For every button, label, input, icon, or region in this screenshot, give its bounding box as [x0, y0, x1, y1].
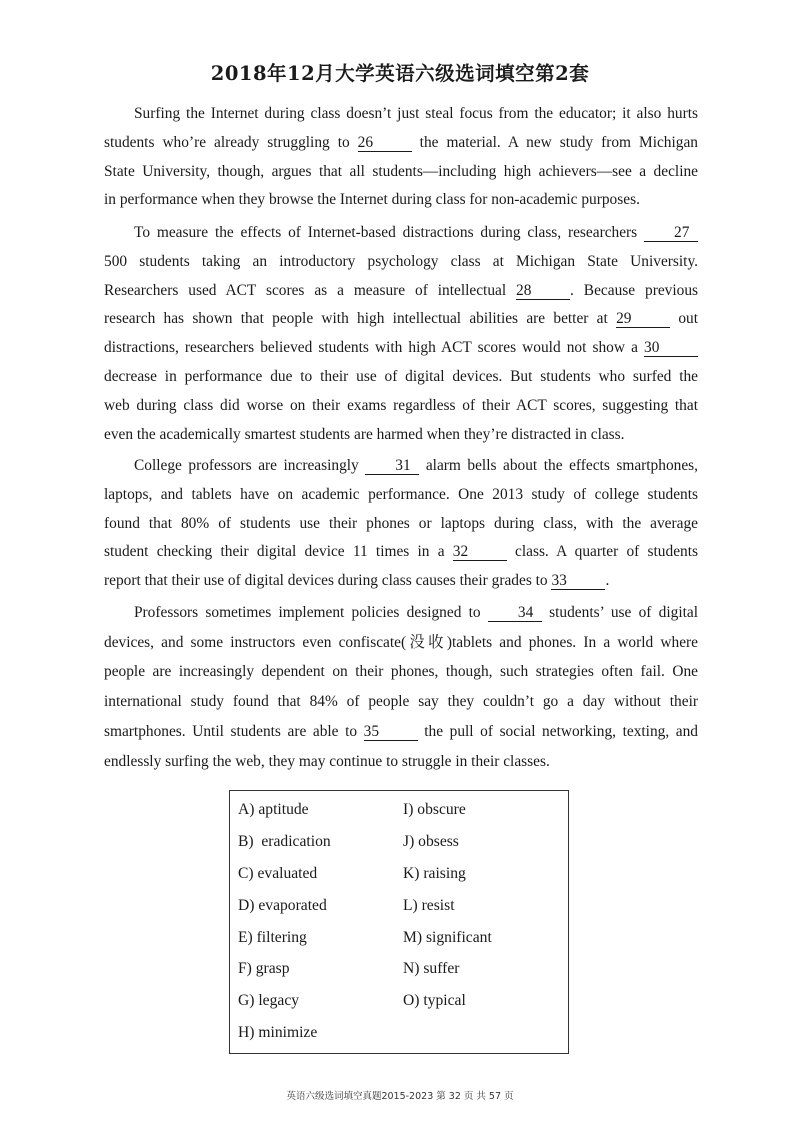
blank-31[interactable]: 31 — [365, 457, 419, 475]
blank-28[interactable]: 28 — [516, 282, 570, 300]
text-segment: distractions, researchers believed students with high ACT scores would not show a — [104, 339, 644, 357]
word-option: K) raising — [403, 865, 466, 882]
blank-26[interactable]: 26 — [358, 134, 412, 152]
blank-35[interactable]: 35 — [364, 723, 418, 741]
text-segment: smartphones. Until students are able to — [104, 722, 364, 740]
text-line — [104, 598, 698, 628]
text-line — [104, 538, 698, 567]
text-segment: people are increasingly dependent on their phones, though, such strategies often fail. One — [104, 663, 698, 681]
text-line — [104, 334, 698, 363]
text-line — [104, 747, 698, 777]
text-segment: . Because previous — [570, 281, 699, 299]
text-segment: Professors sometimes implement policies designed to — [134, 604, 488, 621]
paragraph — [104, 100, 698, 215]
text-line — [104, 421, 698, 450]
blank-32[interactable]: 32 — [453, 543, 507, 561]
text-segment: international study found that 84% of people say they couldn’t go a day without their — [104, 693, 698, 711]
text-segment: students who’re already struggling to — [104, 133, 358, 151]
text-line — [104, 305, 698, 334]
text-segment: Researchers used ACT scores as a measure of intellectual — [104, 281, 517, 299]
text-line — [104, 248, 698, 277]
blank-29[interactable]: 29 — [616, 310, 670, 328]
word-option: J) obsess — [403, 833, 459, 850]
text-segment: To measure the effects of Internet-based distractions during class, researchers — [134, 224, 644, 241]
text-line — [104, 100, 698, 129]
blank-27[interactable]: 27 — [644, 224, 698, 242]
page-footer: 英语六级选词填空真题2015-2023 第 32 页 共 57 页 — [286, 1091, 514, 1102]
blank-33[interactable]: 33 — [551, 572, 605, 590]
word-option: H) minimize — [238, 1024, 318, 1041]
text-segment: even the academically smartest students are harmed when they’re distracted in class. — [104, 425, 625, 443]
paragraph — [104, 598, 698, 776]
text-line — [104, 219, 698, 248]
page-title: 2018年12月大学英语六级选词填空第2套 — [210, 62, 590, 85]
word-option: F) grasp — [238, 960, 290, 977]
paragraph — [104, 219, 698, 449]
paragraph — [104, 452, 698, 596]
text-segment: class. A quarter of students — [506, 543, 698, 561]
text-line — [104, 186, 698, 215]
text-segment: student checking their digital device 11 times in a — [104, 543, 453, 561]
text-line — [104, 687, 698, 717]
text-line — [104, 452, 698, 481]
word-option: G) legacy — [238, 992, 300, 1009]
text-segment: State University, though, argues that all students—including high achievers—see a decline — [104, 162, 698, 180]
word-option: A) aptitude — [238, 801, 309, 818]
word-option: D) evaporated — [238, 897, 327, 914]
text-segment: . — [605, 572, 610, 590]
word-option: I) obscure — [403, 801, 466, 818]
word-option: B) eradication — [238, 833, 331, 850]
word-bank-box — [229, 790, 569, 1054]
text-line — [104, 628, 698, 658]
text-segment: web during class did worse on their exams regardless of their ACT scores, suggesting that — [104, 396, 698, 414]
text-segment: research has shown that people with high intellectual abilities are better at — [104, 310, 617, 328]
text-line — [104, 392, 698, 421]
text-segment: devices, and some instructors even confiscate(没收)tablets and phones. In a world where — [104, 633, 698, 651]
word-option: L) resist — [403, 897, 455, 914]
text-segment: the material. A new study from Michigan — [411, 133, 698, 151]
text-segment: found that 80% of students use their phones or laptops during class, with the average — [104, 514, 698, 532]
text-line — [104, 481, 698, 510]
text-segment: in performance when they browse the Internet during class for non-academic purposes. — [104, 191, 640, 209]
word-option: C) evaluated — [238, 865, 318, 882]
blank-30[interactable]: 30 — [644, 339, 698, 357]
word-option: N) suffer — [403, 960, 460, 977]
blank-34[interactable]: 34 — [488, 604, 542, 622]
text-segment: Surfing the Internet during class doesn’t just steal focus from the educator; it also hurts — [134, 105, 698, 122]
word-option: E) filtering — [238, 929, 307, 946]
text-segment: College professors are increasingly — [134, 457, 366, 474]
text-segment: report that their use of digital devices during class causes their grades to — [104, 572, 552, 590]
text-segment: alarm bells about the effects smartphones, — [419, 457, 698, 474]
text-segment: the pull of social networking, texting, and — [417, 722, 698, 740]
text-line — [104, 567, 698, 596]
text-segment: out — [670, 310, 698, 328]
text-line — [104, 717, 698, 747]
text-line — [104, 158, 698, 187]
text-segment: laptops, and tablets have on academic performance. One 2013 study of college students — [104, 485, 698, 503]
text-segment: endlessly surfing the web, they may continue to struggle in their classes. — [104, 752, 550, 770]
text-line — [104, 657, 698, 687]
text-line — [104, 277, 698, 306]
text-segment: students’ use of digital — [541, 604, 698, 621]
text-line — [104, 363, 698, 392]
text-segment: 500 students taking an introductory psychology class at Michigan State University. — [104, 252, 698, 270]
text-line — [104, 129, 698, 158]
word-option: O) typical — [403, 992, 466, 1009]
text-segment: decrease in performance due to their use of digital devices. But students who surfed the — [104, 367, 698, 385]
text-line — [104, 510, 698, 539]
word-option: M) significant — [403, 929, 492, 946]
